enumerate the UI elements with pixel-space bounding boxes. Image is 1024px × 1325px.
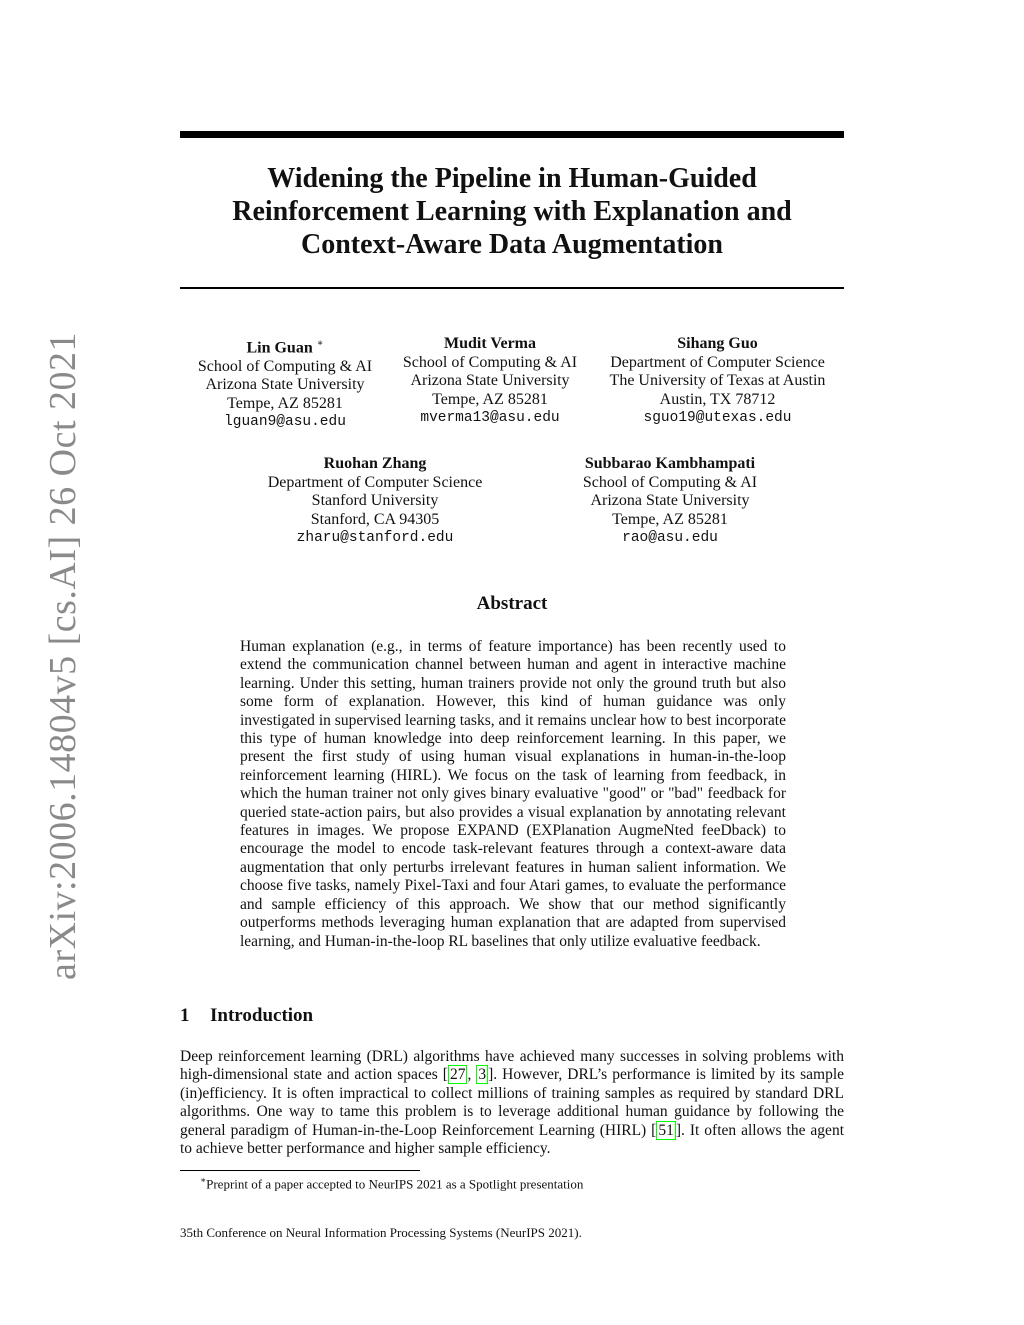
author-email[interactable]: sguo19@utexas.edu (643, 410, 792, 426)
intro-text: ]. However, DRL’s performance is limited by its sample (in)efficiency. It is often impractical to collect millions of training samples as required by standard DRL algorithms. One way to tame this problem is to leverage additional human guidance by following the general paradigm of Human-in-the-Loop Reinforcement Learning (HIRL) [ (180, 1066, 845, 1139)
author-institution: Arizona State University (590, 492, 750, 509)
citation-link[interactable]: 51 (658, 1121, 674, 1139)
author-email[interactable]: rao@asu.edu (622, 530, 718, 546)
author-block (560, 455, 780, 548)
title-line: Context-Aware Data Augmentation (300, 229, 724, 260)
title-line: Reinforcement Learning with Explanation and (232, 196, 792, 227)
author-block (390, 335, 590, 428)
author-email[interactable]: zharu@stanford.edu (296, 530, 454, 546)
footnote-text: Preprint of a paper accepted to NeurIPS 2021 as a Spotlight presentation (206, 1176, 584, 1192)
author-location: Austin, TX 78712 (659, 390, 776, 408)
conference-footer: 35th Conference on Neural Information Processing Systems (NeurIPS 2021). (180, 1225, 582, 1240)
intro-text: Deep reinforcement learning (DRL) algorithms have achieved many successes in solving problems with high-dimensional state and action spaces [ (180, 1048, 844, 1084)
intro-text: , (467, 1066, 477, 1084)
footnote-rule (180, 1170, 420, 1171)
author-block (255, 455, 495, 548)
section-heading-introduction (180, 1005, 313, 1027)
title-line: Widening the Pipeline in Human-Guided (267, 163, 757, 194)
author-name: Ruohan Zhang (323, 455, 427, 472)
author-location: Tempe, AZ 85281 (432, 390, 548, 408)
abstract-heading: Abstract (476, 593, 548, 614)
author-institution: The University of Texas at Austin (609, 372, 826, 389)
author-email[interactable]: lguan9@asu.edu (224, 414, 346, 431)
author-name: Sihang Guo (677, 335, 758, 352)
intro-text: ]. It often allows the agent to achieve better performance and higher sample efficiency. (180, 1121, 844, 1158)
introduction-paragraph (180, 1048, 844, 1158)
section-title: Introduction (210, 1005, 314, 1026)
arxiv-stamp-text: arXiv:2006.14804v5 [cs.AI] 26 Oct 2021 (42, 331, 84, 981)
author-affiliation: Department of Computer Science (610, 353, 825, 371)
author-email[interactable]: mverma13@asu.edu (420, 410, 560, 426)
author-institution: Stanford University (311, 492, 439, 509)
author-affiliation: School of Computing & AI (197, 357, 373, 375)
title-bottom-rule (180, 287, 844, 289)
author-location: Tempe, AZ 85281 (612, 510, 728, 528)
section-number: 1 (180, 1005, 190, 1026)
author-block (595, 335, 840, 428)
footnote-marker: ∗ (316, 338, 324, 349)
title-top-rule (180, 131, 844, 138)
author-block (185, 335, 385, 432)
citation-link[interactable]: 3 (478, 1066, 487, 1084)
author-affiliation: School of Computing & AI (582, 473, 758, 491)
footnote-marker: ∗ (200, 1175, 207, 1185)
author-name: Mudit Verma (444, 335, 536, 352)
author-name: Subbarao Kambhampati (584, 455, 756, 472)
author-location: Tempe, AZ 85281 (227, 394, 343, 412)
author-institution: Arizona State University (410, 372, 570, 389)
abstract-text: Human explanation (e.g., in terms of feature importance) has been recently used to extend the communication channel between human and agent in interactive machine learning. Under this setting, human trainers provide not only the ground truth but also some form of explanation. However, this kind of human guidance was only investigated in supervised learning tasks, and it remains unclear how to best incorporate this type of human knowledge into deep reinforcement learning. In this paper, we present the first study of using human visual explanations in human-in-the-loop reinforcement learning (HIRL). We focus on the task of learning from feedback, in which the human trainer not only gives binary evaluative "good" or "bad" feedback for queried state-action pairs, but also provides a visual explanation by annotating relevant features in images. We propose EXPAND (EXPlanation AugmeNted feeDback) to encourage the model to encode task-relevant features through a context-aware data augmentation that only perturbs irrelevant features in human salient information. We choose five tasks, namely Pixel-Taxi and four Atari games, to evaluate the performance and sample efficiency of this approach. We show that our method significantly outperforms methods leveraging human explanation that are adapted from supervised learning, and Human-in-the-loop RL baselines that only utilize evaluative feedback. (240, 638, 786, 950)
author-affiliation: Department of Computer Science (267, 473, 483, 491)
citation-link[interactable]: 27 (449, 1066, 466, 1084)
author-location: Stanford, CA 94305 (310, 510, 440, 528)
author-name: Lin Guan ∗ (246, 338, 324, 357)
author-affiliation: School of Computing & AI (402, 353, 578, 371)
footnote (200, 1175, 583, 1192)
paper-title (180, 162, 844, 261)
author-institution: Arizona State University (205, 376, 365, 394)
